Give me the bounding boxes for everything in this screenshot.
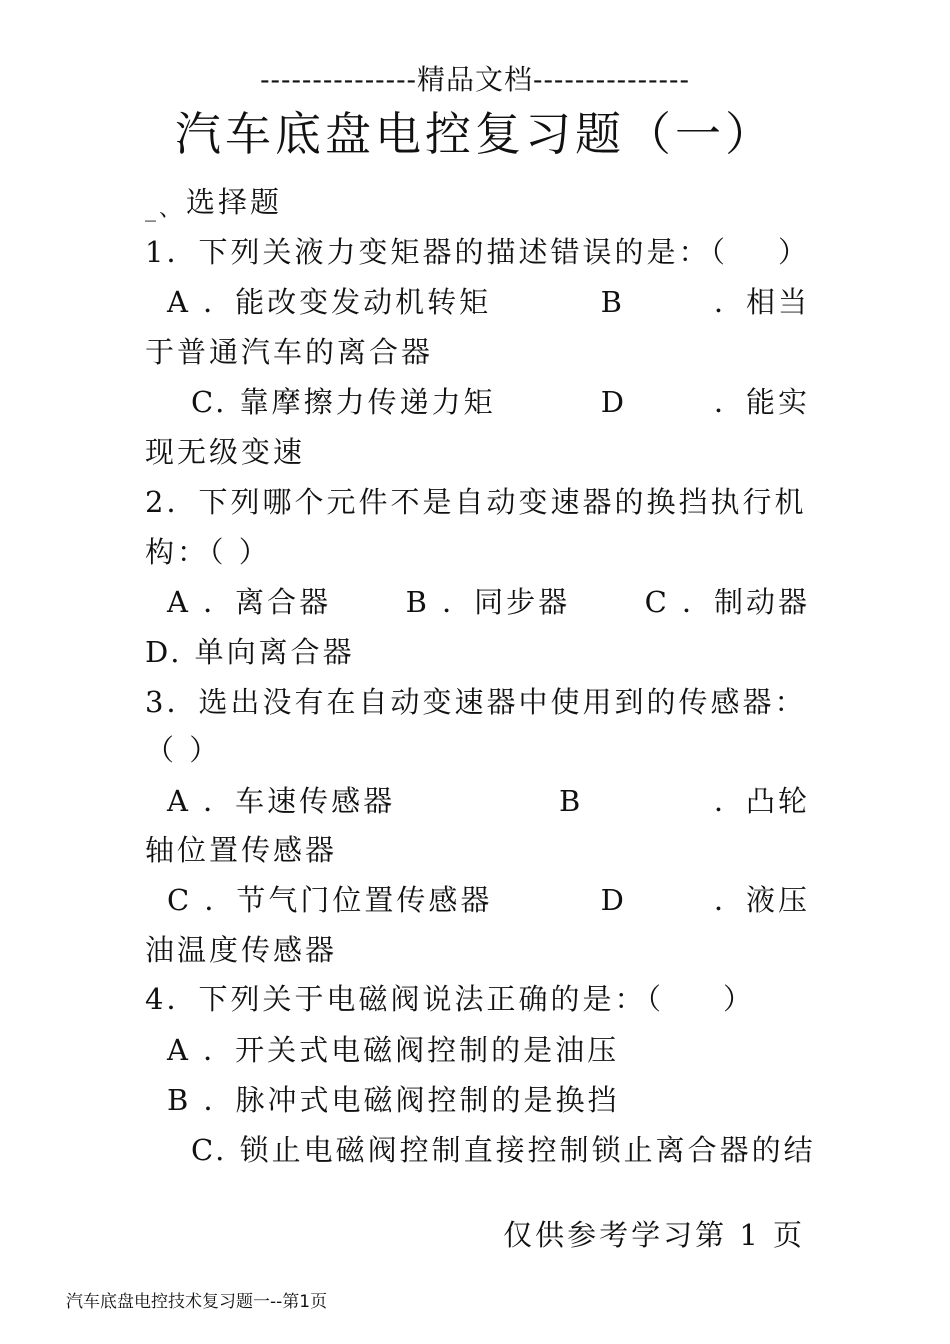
question-3-option-d-letter: D (600, 883, 627, 917)
question-4-stem (145, 979, 755, 1019)
question-1-option-c: C. 靠摩擦力传递力矩 (191, 385, 496, 419)
question-1-close-paren: ） (777, 235, 810, 269)
question-1-option-d-continued: 现无级变速 (145, 435, 306, 469)
document-title: 汽车底盘电控复习题（一） (175, 107, 775, 161)
page-footer-note: 仅供参考学习第 1 页 (503, 1218, 805, 1252)
question-3-option-b-continued: 轴位置传感器 (145, 833, 338, 867)
question-4-text: 4．下列关于电磁阀说法正确的是：（ (145, 982, 664, 1016)
question-4-option-a (145, 1030, 810, 1070)
question-4-option-a-text: A ．开关式电磁阀控制的是油压 (167, 1033, 620, 1067)
question-1-option-d-letter: D (600, 385, 627, 419)
question-3-option-a: A ．车速传感器 (167, 784, 396, 818)
question-4-option-c-text: C. 锁止电磁阀控制直接控制锁止离合器的结 (191, 1133, 816, 1167)
question-2-stem-line-2: 构：（ ） (145, 535, 271, 569)
document-banner: ---------------精品文档--------------- (260, 63, 690, 96)
section-mark: _、 (145, 197, 185, 222)
question-3-stem-line-1: 3．选出没有在自动变速器中使用到的传感器： (145, 685, 807, 719)
question-1-option-row-ab (145, 282, 810, 322)
question-1-option-row-cd (145, 382, 810, 422)
question-2-option-a: A ．离合器 (167, 585, 332, 619)
question-2-option-b: B ．同步器 (405, 585, 571, 619)
question-2-option-d: D. 单向离合器 (145, 635, 355, 669)
question-4-option-b (145, 1080, 810, 1120)
question-3-option-c: C ．节气门位置传感器 (167, 883, 493, 917)
question-1-option-b-letter: B (600, 285, 625, 319)
question-2-option-c: C ．制动器 (644, 585, 810, 619)
question-1-option-d-text: ．能实 (713, 385, 810, 419)
question-3-option-d-text: ．液压 (713, 883, 810, 917)
question-1-stem (145, 232, 810, 272)
question-4-close-paren: ） (722, 982, 755, 1016)
section-heading (145, 182, 810, 222)
question-2-stem-line-1: 2．下列哪个元件不是自动变速器的换挡执行机 (145, 485, 807, 519)
section-label: 选择题 (186, 185, 283, 219)
question-3-option-row-ab (145, 781, 810, 821)
question-1-option-a: A ．能改变发动机转矩 (167, 285, 492, 319)
question-3-option-b-text: ．凸轮 (713, 784, 810, 818)
document-caption: 汽车底盘电控技术复习题一--第1页 (66, 1292, 328, 1312)
question-1-text: 1．下列关液力变矩器的描述错误的是：（ (145, 235, 728, 269)
question-3-option-d-continued: 油温度传感器 (145, 933, 338, 967)
question-2-option-row (145, 582, 810, 622)
question-4-option-b-text: B ．脉冲式电磁阀控制的是换挡 (167, 1083, 620, 1117)
question-1-option-b-text: ．相当 (713, 285, 810, 319)
question-1-option-b-continued: 于普通汽车的离合器 (145, 335, 434, 369)
question-3-option-b-letter: B (559, 784, 584, 818)
question-3-option-row-cd (145, 880, 810, 920)
question-3-stem-line-2: （ ） (145, 733, 222, 767)
question-4-option-c (145, 1130, 816, 1170)
